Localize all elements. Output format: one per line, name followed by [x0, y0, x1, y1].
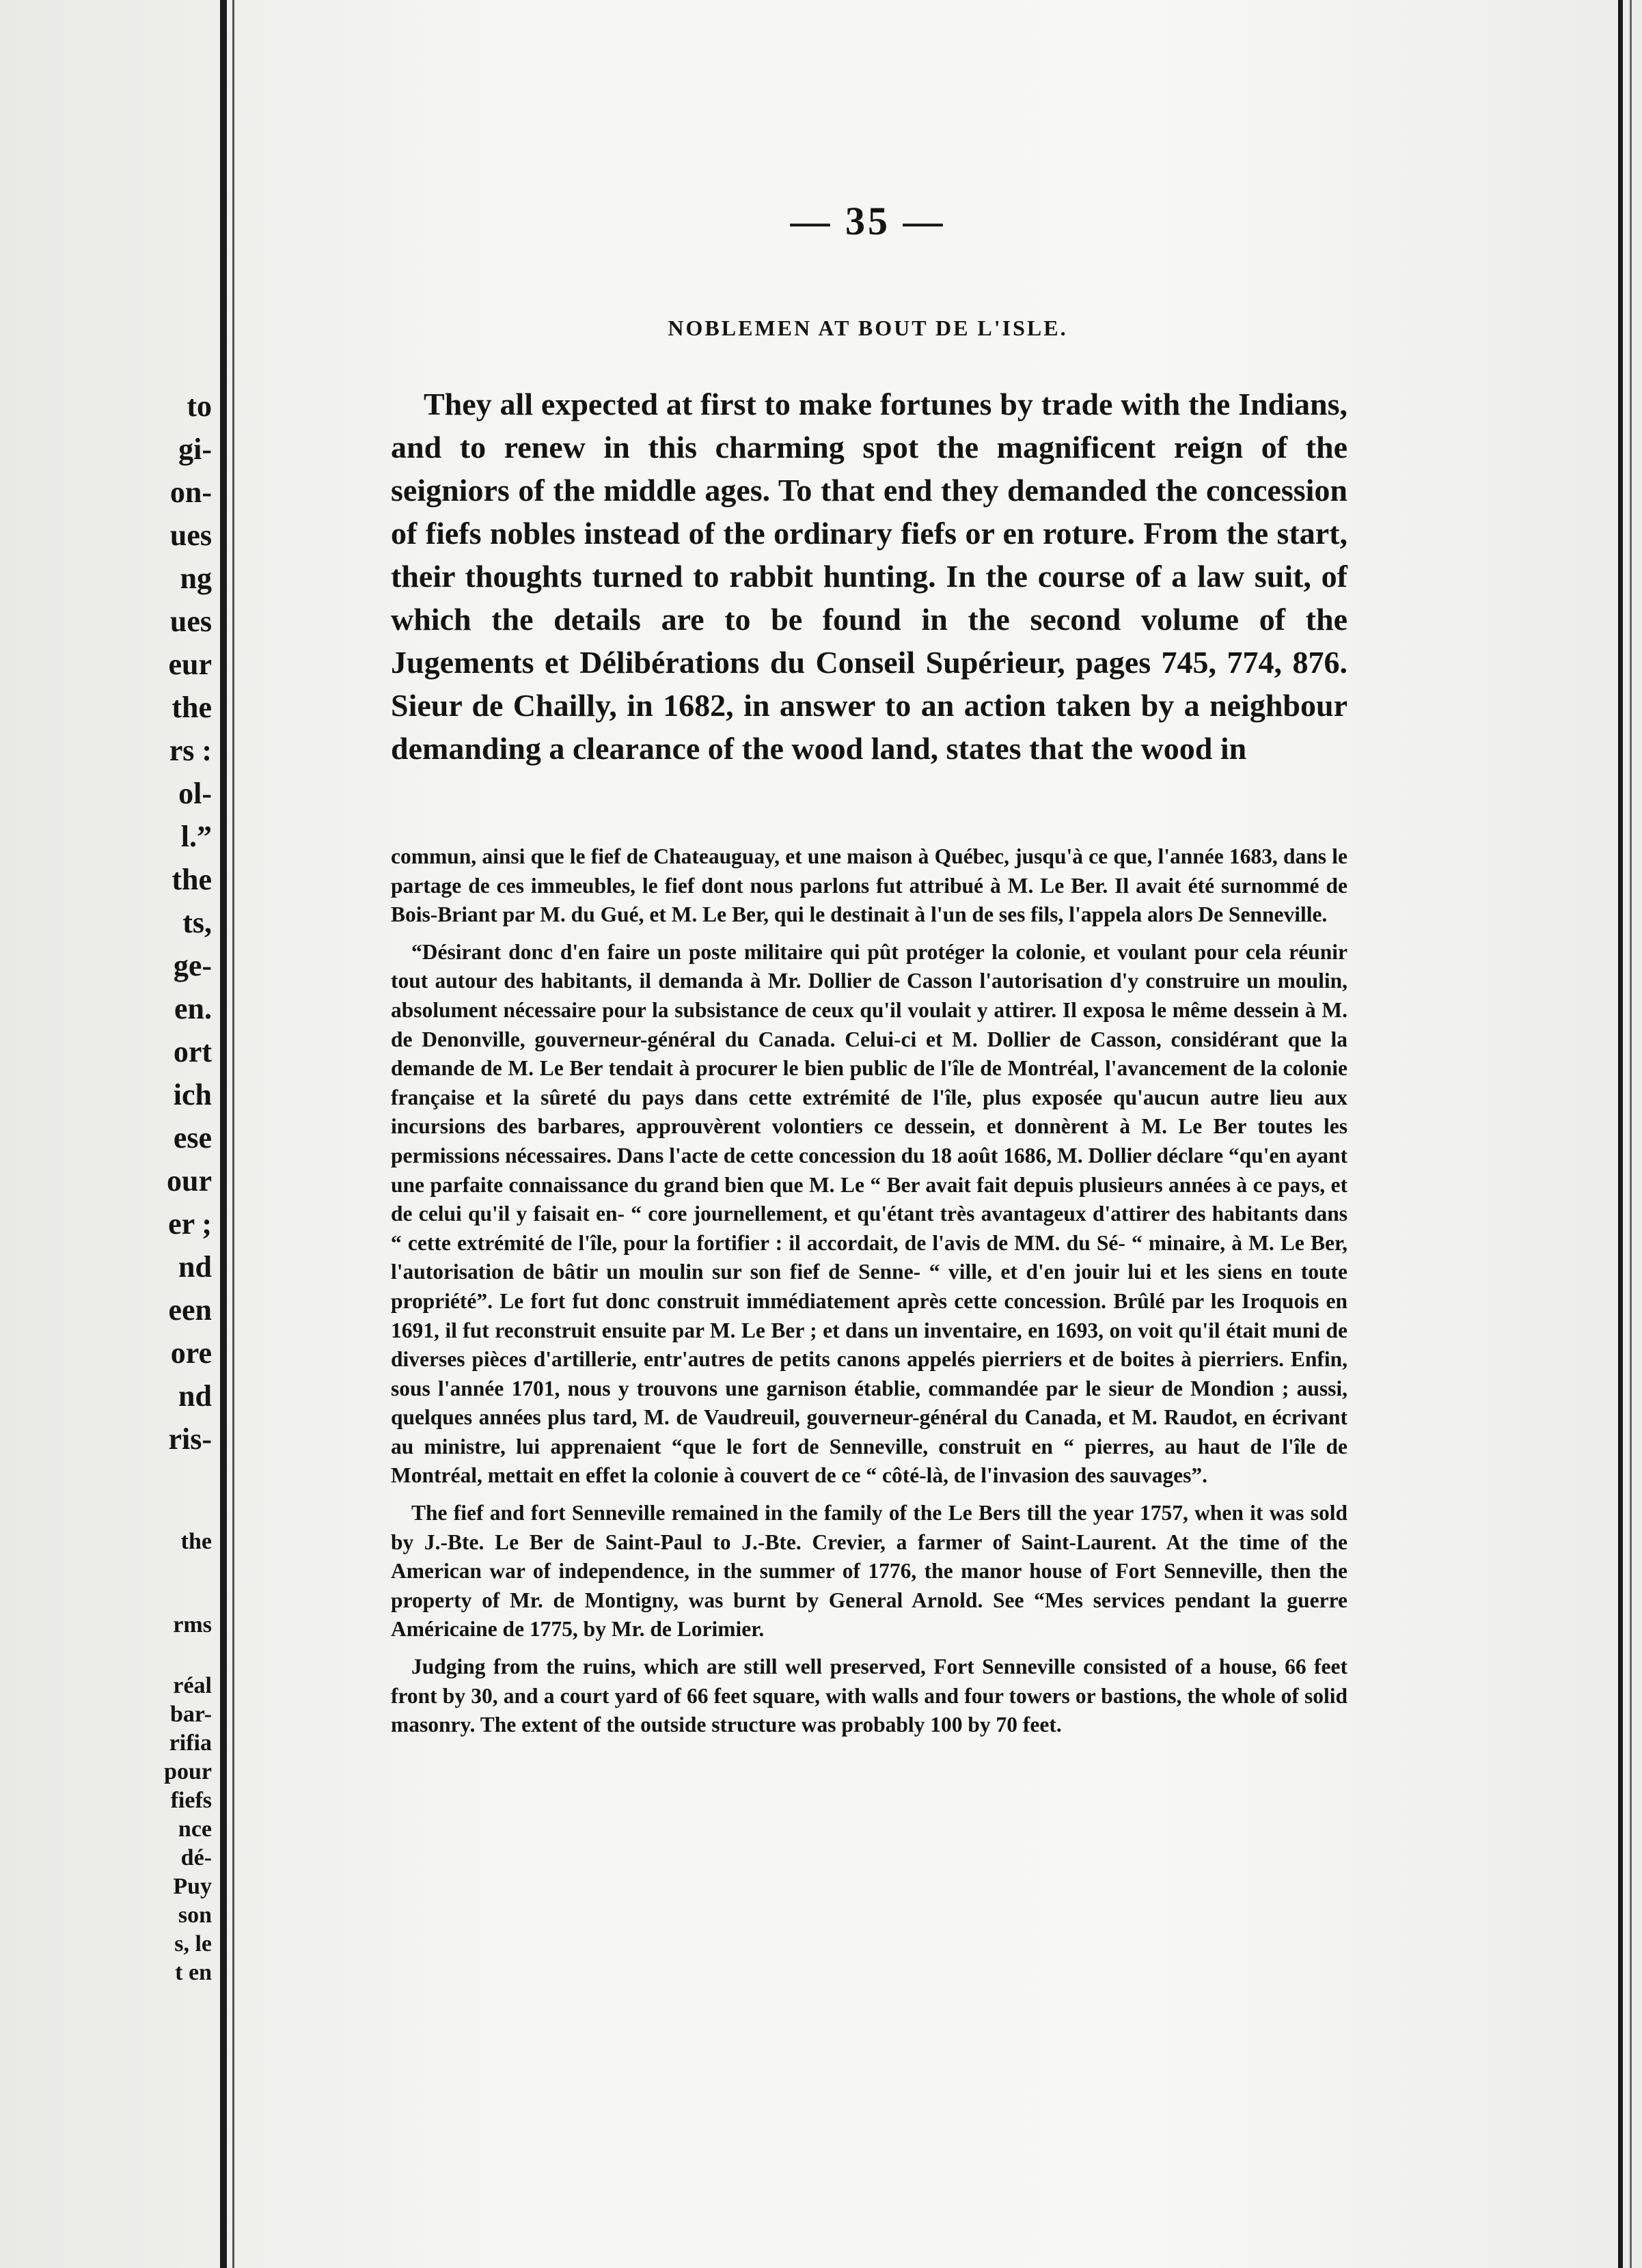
footnotes [391, 842, 1347, 1740]
main-body-text [391, 383, 1347, 770]
margin-fragment: on- [169, 475, 212, 509]
margin-fragment: réal [173, 1673, 212, 1698]
margin-fragment: our [167, 1164, 212, 1198]
margin-fragment: er ; [168, 1207, 212, 1241]
margin-fragment: gi- [178, 432, 212, 466]
margin-fragment: ge- [173, 949, 212, 982]
margin-fragment: bar- [169, 1702, 212, 1727]
margin-fragment: Puy [173, 1874, 212, 1899]
margin-fragment: rms [173, 1612, 212, 1637]
facing-page-fragments [0, 0, 212, 2268]
footnote-paragraph: “Désirant donc d'en faire un poste militaire qui pût protéger la colonie, et voulant pour cela réunir tout autour des habitants, il demanda à Mr. Dollier de Casson l'autorisation d'y construire un moulin, absolument nécessaire pour la subsistance de ceux qu'il voulait y attirer. Il exposa le même dessein à M. de Denonville, gouverneur-général du Canada. Celui-ci et M. Dollier de Casson, considérant que la demande de M. Le Ber tendait à procurer le bien public de l'île de Montréal, l'avancement de la colonie française et la sûreté du pays dans cette extrémité de l'île, plus exposée qu'aucun autre lieu aux incursions des barbares, approuvèrent volontiers ce dessein, et donnèrent à M. Le Ber toutes les permissions nécessaires. Dans l'acte de cette concession du 18 août 1686, M. Dollier déclare “qu'en ayant une parfaite connaissance du grand bien que M. Le “ Ber avait fait depuis plusieurs années à ce pays, et de celui qu'il y faisait en- “ core journellement, et qu'étant très avantageux d'attirer des habitants dans “ cette extrémité de l'île, pour la fortifier : il accordait, de l'avis de MM. du Sé- “ minaire, à M. Le Ber, l'autorisation de bâtir un moulin sur son fief de Senne- “ ville, et d'en jouir lui et les siens en toute propriété”. Le fort fut donc construit immédiatement après cette concession. Brûlé par les Iroquois en 1691, il fut reconstruit ensuite par M. Le Ber ; et dans un inventaire, en 1693, on voit qu'il était muni de diverses pièces d'artillerie, entr'autres de petits canons appelés pierriers et de boites à pierriers. Enfin, sous l'année 1701, nous y trouvons une garnison établie, commandée par le sieur de Mondion ; aussi, quelques années plus tard, M. de Vaudreuil, gouverneur-général du Canada, et M. Raudot, en écrivant au ministre, lui apprenaient “que le fort de Senneville, construit en “ pierres, au haut de l'île de Montréal, mettait en effet la colonie à couvert de ce “ côté-là, de l'invasion des sauvages”. [391, 939, 1347, 1488]
section-heading: NOBLEMEN AT BOUT DE L'ISLE. [668, 316, 1068, 340]
margin-fragment: pour [164, 1759, 212, 1784]
margin-fragment: rs : [169, 734, 212, 767]
page-edge-line [1630, 0, 1632, 2268]
margin-fragment: fiefs [170, 1788, 212, 1813]
margin-fragment: ts, [182, 906, 212, 939]
margin-fragment: l.” [180, 820, 212, 853]
margin-fragment: son [178, 1903, 212, 1928]
margin-fragment: en. [174, 992, 212, 1025]
margin-fragment: rifia [169, 1730, 212, 1756]
margin-fragment: s, le [174, 1931, 212, 1956]
margin-fragment: nd [178, 1250, 212, 1284]
margin-fragment: eur [168, 648, 212, 681]
margin-fragment: ich [173, 1078, 212, 1111]
gutter-line [220, 0, 227, 2268]
margin-fragment: the [180, 1529, 212, 1554]
footnote-paragraph: The fief and fort Senneville remained in the family of the Le Bers till the year 1757, when it was sold by J.-Bte. Le Ber de Saint-Paul to J.-Bte. Crevier, a farmer of Saint-Laurent. At the time of the American war of independence, in the summer of 1776, the manor house of Fort Senneville, then the property of Mr. de Montigny, was burnt by General Arnold. See “Mes services pendant la guerre Américaine de 1775, by Mr. de Lorimier. [391, 1501, 1347, 1642]
margin-fragment: to [187, 389, 212, 423]
body-paragraph: They all expected at first to make fortunes by trade with the Indians, and to renew in this charming spot the magnificent reign of the seigniors of the middle ages. To that end they demanded the concession of fiefs nobles instead of the ordinary fiefs or en roture. From the start, their thoughts turned to rabbit hunting. In the course of a law suit, of which the details are to be found in the second volume of the Jugements et Délibérations du Conseil Supérieur, pages 745, 774, 876. Sieur de Chailly, in 1682, in answer to an action taken by a neighbour demanding a clearance of the wood land, states that the wood in [391, 387, 1347, 766]
margin-fragment: dé- [180, 1845, 212, 1870]
margin-fragment: ng [180, 562, 212, 595]
margin-fragment: the [172, 863, 212, 896]
margin-fragment: t en [175, 1960, 212, 1985]
margin-fragment: ore [170, 1336, 212, 1370]
page-number: — 35 — [790, 199, 946, 243]
margin-fragment: een [168, 1293, 212, 1327]
margin-fragment: ese [173, 1121, 212, 1154]
gutter-line [232, 0, 234, 2268]
margin-fragment: ues [169, 605, 212, 638]
margin-fragment: ort [173, 1035, 212, 1068]
margin-fragment: ol- [178, 777, 212, 810]
footnote-paragraph: commun, ainsi que le fief de Chateauguay, et une maison à Québec, jusqu'à ce que, l'année 1683, dans le partage de ces immeubles, le fief dont nous parlons fut attribué à M. Le Ber. Il avait été surnommé de Bois-Briant par M. du Gué, et M. Le Ber, qui le destinait à l'un de ses fils, l'appela alors De Senneville. [391, 844, 1347, 927]
margin-fragment: ris- [168, 1422, 212, 1456]
margin-fragment: ues [169, 518, 212, 552]
margin-fragment: nd [178, 1379, 212, 1413]
margin-fragment: the [172, 691, 212, 724]
footnote-paragraph: Judging from the ruins, which are still well preserved, Fort Senneville consisted of a house, 66 feet front by 30, and a court yard of 66 feet square, with walls and four towers or bastions, the whole of solid masonry. The extent of the outside structure was probably 100 by 70 feet. [391, 1655, 1347, 1737]
margin-fragment: nce [178, 1816, 212, 1842]
page-edge-line [1618, 0, 1623, 2268]
